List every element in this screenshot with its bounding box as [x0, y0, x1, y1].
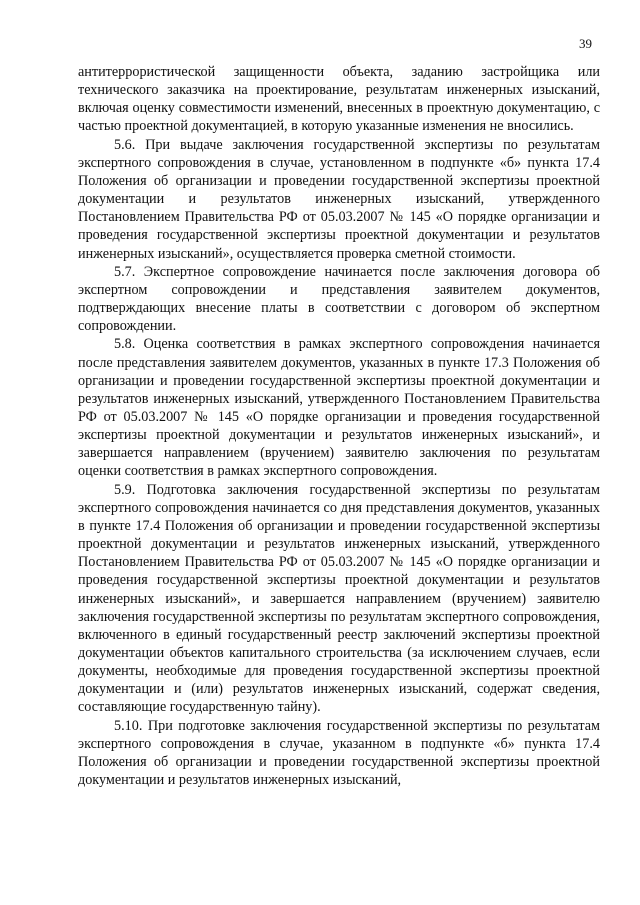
- paragraph-5-9: 5.9. Подготовка заключения государственной экспертизы по результатам экспертного сопровождения начинается со дня представления документов, указанных в пункте 17.4 Положения об организации и проведении государственной экспертизы проектной документации и результатов инженерных изысканий, утвержденного Постановлением Правительства РФ от 05.03.2007 № 145 «О порядке организации и проведения государственной экспертизы проектной документации и результатов инженерных изысканий», и завершается направлением (вручением) заявителю заключения государственной экспертизы по результатам экспертного сопровождения, включенного в единый государственный реестр заключений экспертизы проектной документации объектов капитального строительства (за исключением случаев, если документы, необходимые для проведения государственной экспертизы проектной документации и (или) результатов инженерных изысканий, содержат сведения, составляющие государственную тайну).: [78, 481, 600, 716]
- document-body: [78, 63, 600, 789]
- page-number: 39: [579, 36, 592, 51]
- paragraph-5-10: 5.10. При подготовке заключения государственной экспертизы по результатам экспертного сопровождения в случае, указанном в подпункте «б» пункта 17.4 Положения об организации и проведении государственной экспертизы проектной документации и результатов инженерных изысканий,: [78, 717, 600, 789]
- paragraph-continuation: антитеррористической защищенности объекта, заданию застройщика или технического заказчика на проектирование, результатам инженерных изысканий, включая оценку совместимости изменений, внесенных в проектную документацию, с частью проектной документацией, в которую указанные изменения не вносились.: [78, 64, 600, 135]
- paragraph-5-7: 5.7. Экспертное сопровождение начинается после заключения договора об экспертном сопровождении и представления заявителем документов, подтверждающих внесение платы в соответствии с договором об экспертном сопровождении.: [78, 263, 600, 335]
- paragraph-5-8: 5.8. Оценка соответствия в рамках экспертного сопровождения начинается после представления заявителем документов, указанных в пункте 17.3 Положения об организации и проведении государственной экспертизы проектной документации и результатов инженерных изысканий, утвержденного Постановлением Правительства РФ от 05.03.2007 № 145 «О порядке организации и проведения государственной экспертизы проектной документации и результатов инженерных изысканий», и завершается направлением (вручением) заявителю заключения по результатам оценки соответствия в рамках экспертного сопровождения.: [78, 336, 600, 480]
- paragraph-5-6: 5.6. При выдаче заключения государственной экспертизы по результатам экспертного сопровождения в случае, установленном в подпункте «б» пункта 17.4 Положения об организации и проведении государственной экспертизы проектной документации и результатов инженерных изысканий, утвержденного Постановлением Правительства РФ от 05.03.2007 № 145 «О порядке организации и проведения государственной экспертизы проектной документации и результатов инженерных изысканий», осуществляется проверка сметной стоимости.: [78, 136, 600, 262]
